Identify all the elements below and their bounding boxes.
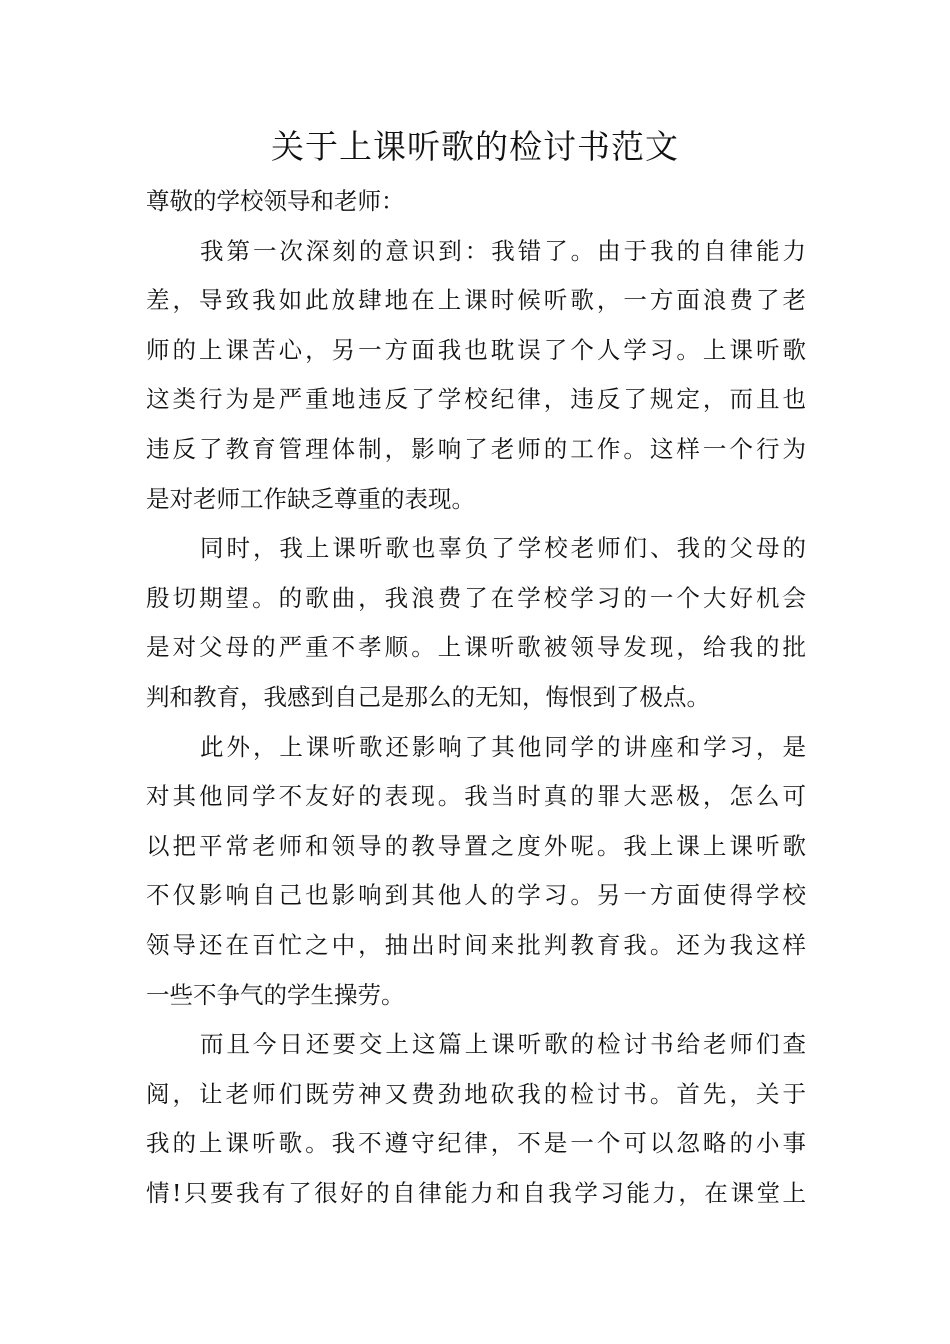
salutation: 尊敬的学校领导和老师： [146,187,405,215]
text-line: 而且今日还要交上这篇上课听歌的检讨书给老师们查 [200,1030,806,1059]
text-line: 不仅影响自己也影响到其他人的学习。另一方面使得学校 [146,881,806,910]
text-line: 对其他同学不友好的表现。我当时真的罪大恶极，怎么可 [146,782,806,811]
page-title: 关于上课听歌的检讨书范文 [271,127,679,166]
text-line: 是对老师工作缺乏尊重的表现。 [146,484,475,513]
text-line: 是对父母的严重不孝顺。上课听歌被领导发现，给我的批 [146,633,806,662]
text-line: 殷切期望。的歌曲，我浪费了在学校学习的一个大好机会 [146,583,806,612]
letter-body [146,177,806,1218]
text-line: 判和教育，我感到自己是那么的无知，悔恨到了极点。 [146,682,710,711]
paragraph-4 [146,1020,806,1218]
text-line: 此外，上课听歌还影响了其他同学的讲座和学习，是 [200,732,806,761]
text-line: 这类行为是严重地违反了学校纪律，违反了规定，而且也 [146,385,806,414]
text-line: 阅，让老师们既劳神又费劲地砍我的检讨书。首先，关于 [146,1079,806,1108]
paragraph-1 [146,227,806,525]
text-line: 一些不争气的学生操劳。 [146,980,405,1009]
text-line: 差，导致我如此放肆地在上课时候听歌，一方面浪费了老 [146,286,806,315]
text-line: 以把平常老师和领导的教导置之度外呢。我上课上课听歌 [146,831,806,860]
paragraph-3 [146,723,806,1021]
text-line: 师的上课苦心，另一方面我也耽误了个人学习。上课听歌 [146,335,806,364]
text-line: 违反了教育管理体制，影响了老师的工作。这样一个行为 [146,434,806,463]
text-line: 领导还在百忙之中，抽出时间来批判教育我。还为我这样 [146,930,806,959]
text-line: 同时，我上课听歌也辜负了学校老师们、我的父母的 [200,534,806,563]
text-line: 我的上课听歌。我不遵守纪律，不是一个可以忽略的小事 [146,1129,806,1158]
text-line: 我第一次深刻的意识到：我错了。由于我的自律能力 [200,236,806,265]
text-line: 情!只要我有了很好的自律能力和自我学习能力，在课堂上 [146,1178,806,1207]
paragraph-2 [146,524,806,722]
